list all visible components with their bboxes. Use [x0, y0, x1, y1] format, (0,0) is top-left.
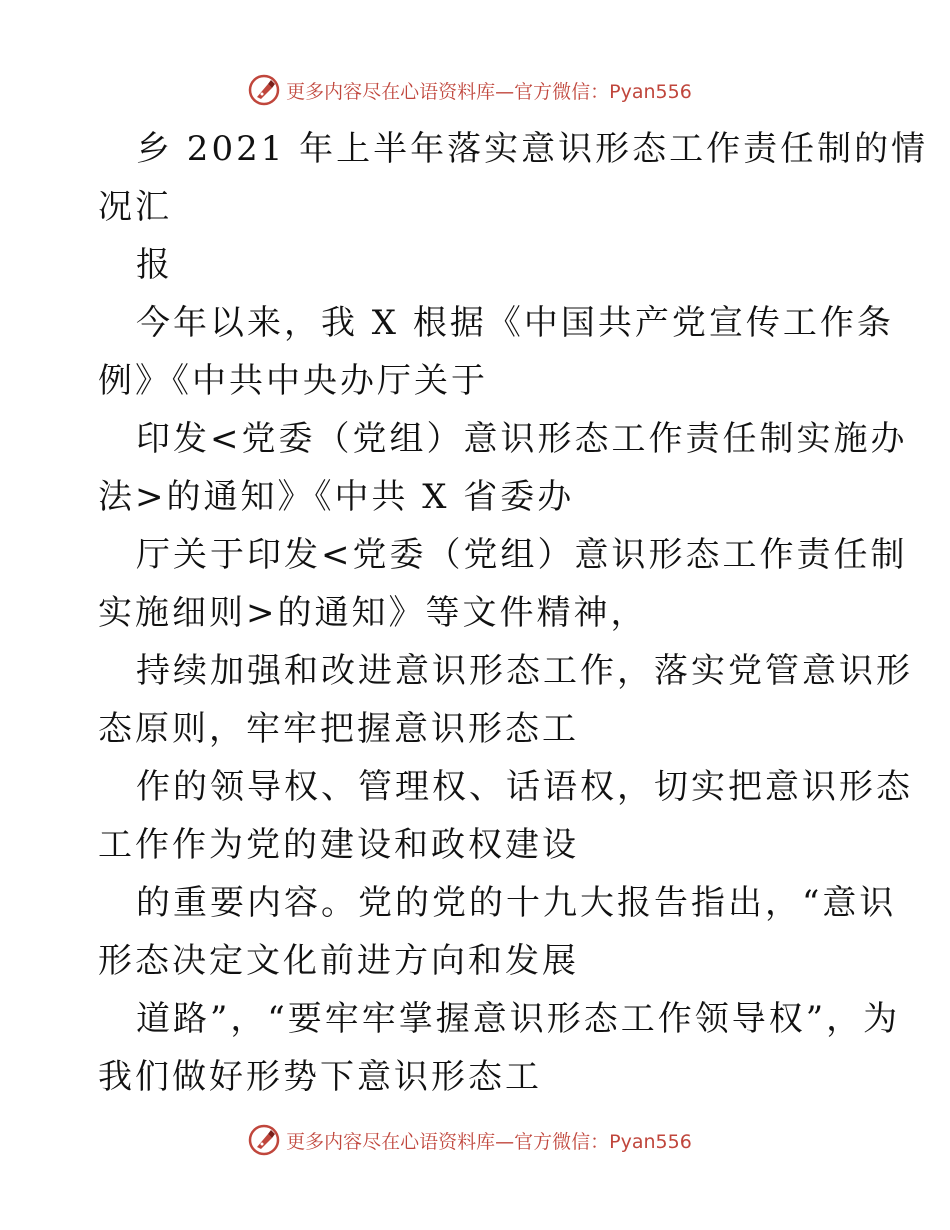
doc-line: 法>的通知》《中共 X 省委办	[98, 477, 575, 517]
doc-line: 报	[136, 245, 173, 285]
doc-line: 实施细则>的通知》等文件精神，	[98, 593, 648, 633]
doc-line: 作的领导权、管理权、话语权，切实把意识形态	[136, 767, 913, 807]
header-banner	[0, 70, 950, 110]
doc-line: 态原则，牢牢把握意识形态工	[98, 709, 579, 749]
doc-line: 持续加强和改进意识形态工作，落实党管意识形	[136, 651, 913, 691]
document-body	[98, 120, 929, 1106]
doc-line: 印发<党委（党组）意识形态工作责任制实施办	[136, 419, 908, 459]
doc-line: 厅关于印发<党委（党组）意识形态工作责任制	[136, 535, 908, 575]
doc-line: 工作作为党的建设和政权建设	[98, 825, 579, 865]
doc-line: 例》《中共中央办厅关于	[98, 361, 488, 401]
footer-banner	[0, 1120, 950, 1160]
doc-line: 形态决定文化前进方向和发展	[98, 941, 579, 981]
footer-banner-text: 更多内容尽在心语资料库—官方微信：Pyan556	[286, 1130, 692, 1153]
fountain-pen-logo-icon	[248, 1124, 280, 1156]
doc-line: 今年以来，我 X 根据《中国共产党宣传工作条	[136, 303, 894, 343]
doc-line: 况汇	[98, 187, 172, 227]
doc-line: 的重要内容。党的党的十九大报告指出，“意识	[136, 883, 897, 923]
footer-banner-content	[248, 1124, 692, 1156]
doc-line: 道路”，“要牢牢掌握意识形态工作领导权”，为	[136, 999, 901, 1039]
doc-line: 乡 2021 年上半年落实意识形态工作责任制的情	[136, 129, 929, 169]
header-banner-text: 更多内容尽在心语资料库—官方微信：Pyan556	[286, 80, 692, 103]
header-banner-content	[248, 74, 692, 106]
doc-line: 我们做好形势下意识形态工	[98, 1057, 542, 1097]
fountain-pen-logo-icon	[248, 74, 280, 106]
